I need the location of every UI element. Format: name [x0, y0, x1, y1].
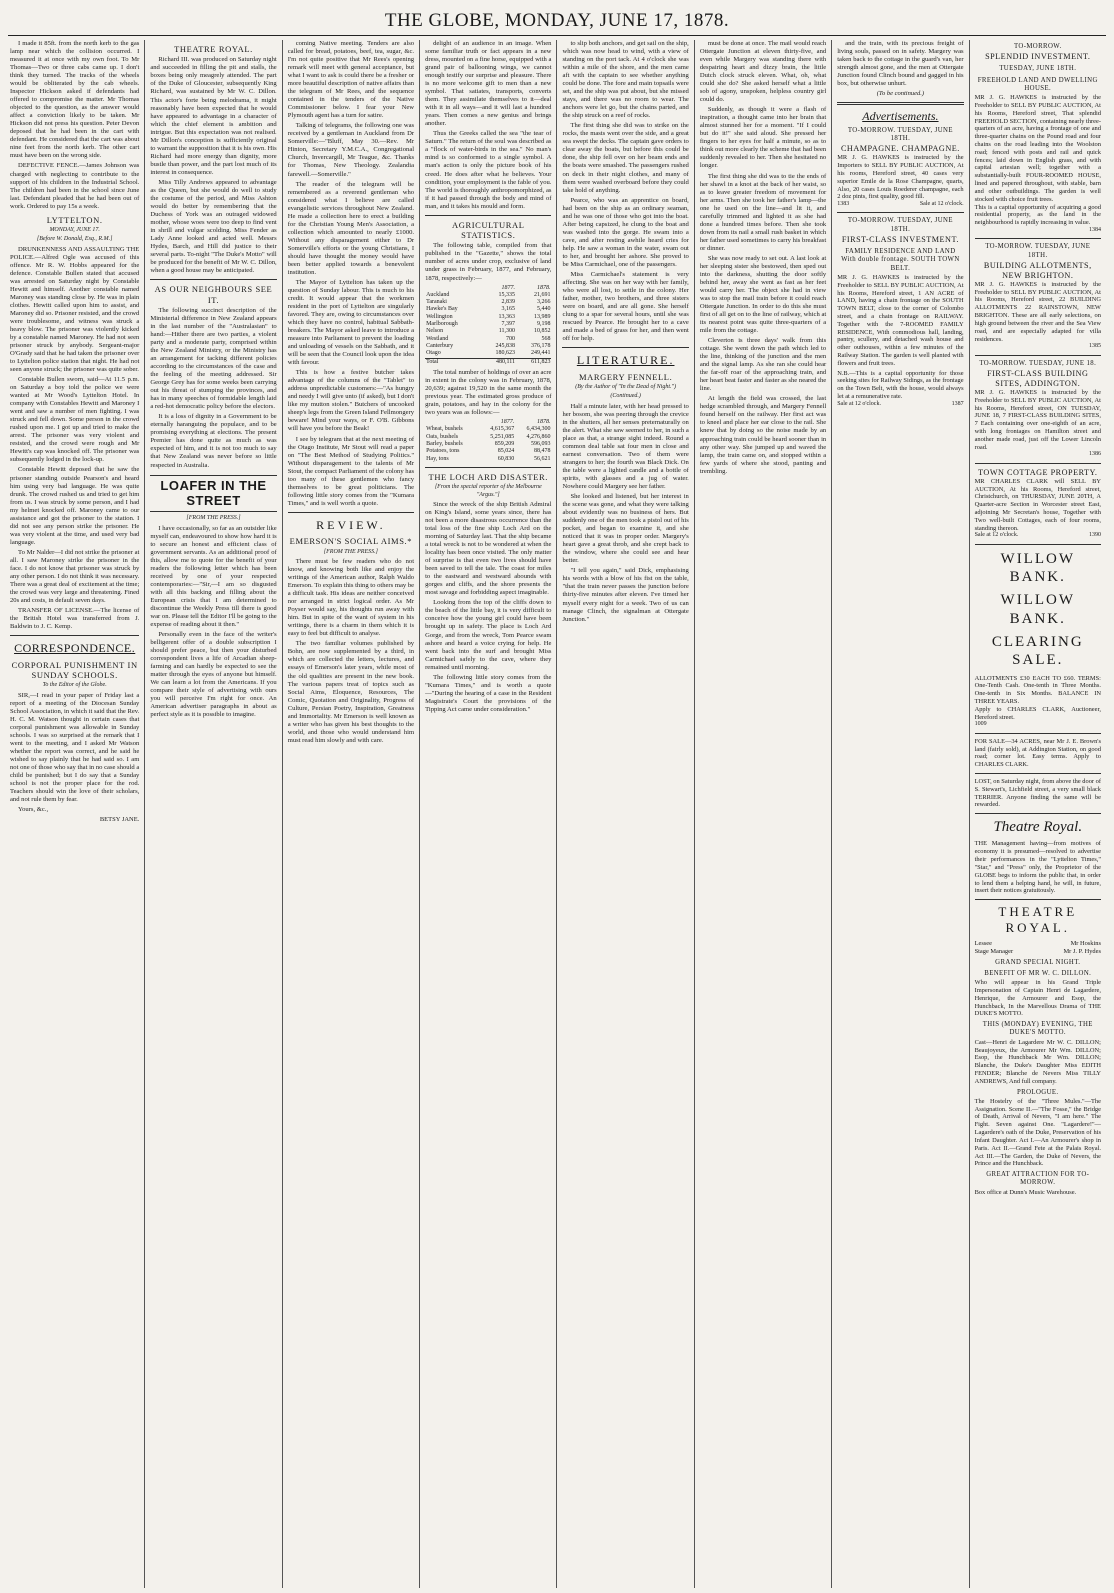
- table-row: [425, 314, 551, 321]
- divider: [837, 212, 963, 213]
- divider: [10, 635, 139, 636]
- table-cell: 859,209: [494, 441, 515, 448]
- paragraph: The first thing she did was to tie the ends of her shawl in a knot at the back of her waist, so as to leave greater freedom of movement for her arms. Then she took her father's lamp—the one he used on the line—and lit it, and carefully trimmed and lighted it as she had done a hundred times before. Then she took down from its nail a small rush basket in which her father used sometimes to carry his breakfast or dinner.: [699, 172, 827, 252]
- ad-note: This is a capital opportunity of acquiring a good residential property, as the land in the neighbourhood is rapidly increasing in value.: [974, 203, 1101, 227]
- produce-table: [425, 419, 551, 463]
- table-row: [425, 306, 551, 313]
- column-8: [969, 40, 1106, 1588]
- table-cell: Hawke's Bay: [426, 306, 458, 313]
- table-cell: 596,093: [530, 441, 551, 448]
- ad-subtitle: FREEHOLD LAND AND DWELLING HOUSE.: [977, 76, 1098, 92]
- table-cell: Otago: [426, 350, 441, 357]
- table-total-row: [425, 358, 551, 366]
- paragraph: coming Native meeting. Tenders are also called for bread, potatoes, beef, tea, sugar, &c. I'm not quite positive that Mr Rees's opening remark will meet with general acceptance, but what I want to ask is could there be a fresher or more beautiful description of native affairs than the telegram of Mr Rees, and the sequence contained in the tenders of the Native Commissioner below. I fear your New Plymouth agent has a turn for satire.: [287, 40, 415, 120]
- paragraph: I see by telegram that at the next meeting of the Otago Institute, Mr Stout will read a paper on "The Best Method of Studying Politics." Without disparagement to the talents of Mr Stout, the compact Parliament of the colony has too many of these gentlemen who fancy themselves to be great politicians. The following little story comes from the "Kumara Times," and is well worth a quote.: [287, 435, 415, 507]
- divider: [975, 238, 1101, 239]
- paragraph: Yours, &c.,: [18, 806, 49, 814]
- willow-bank-heading: WILLOW BANK.: [1000, 592, 1075, 627]
- divider: [562, 347, 688, 348]
- ad-number: 1386: [1088, 451, 1101, 458]
- paragraph: Since the wreck of the ship British Admiral on King's Island, some years since, there has not been a more disastrous occurrence than the total loss of the fine ship Loch Ard on the morning of Saturday last. That the ship became a total wreck is not to be wondered at when the locality has been once visited. The only matter of surprise is that even two lives should have been saved to tell the tale. The coast for miles to the eastward and westward abounds with gorges and cliffs, and the shore presents the most savage and forbidding aspect imaginable.: [425, 501, 552, 597]
- paragraph: Personally even in the face of the writer's belligerent offer of a double subscription I should prefer peace, but then your disturbed correspondent lives a life of Arcadian sheep-farming and can hardly be expected to see the matter through the eyes of anyone but himself. We can learn a lot from the Americans. If you compare their style of advertising with ours you will perceive I'm right for once. An American advertiser paragraphs in about as perfect style as it is possible to imagine.: [150, 630, 277, 719]
- paragraph: The following succinct description of the Ministerial difference in New Zealand appears in the last number of the "Australasian" to hand:—Hither there are two parties, a violent party and a moderate party, comprised within the New Zealand Ministry, or the Ministry has an arrangement for tacking different policies according to the circumstances of the case and the feeling of the meeting addressed. Sir George Grey has for some weeks been carrying out his threat of stumping the provinces, and has in many speeches of formidable length laid a red-hot democratic policy before the electors.: [150, 306, 277, 411]
- ad-footer: [837, 401, 963, 408]
- lessee-label: Lessee: [974, 939, 992, 947]
- ad-body: MR CHARLES CLARK will SELL BY AUCTION, At his Rooms, Hereford street, Christchurch, on THURSDAY, JUNE 20TH, A Quarter-acre Section in Worcester street East, adjoining Mr Secretan's house, Together with Two well-built Cottages, each of four rooms, standing thereon.: [974, 477, 1101, 532]
- section-heading: CORRESPONDENCE.: [14, 641, 136, 656]
- table-cell: 180,623: [495, 350, 515, 357]
- table-cell: Marlborough: [426, 321, 458, 328]
- advertisement: [837, 127, 963, 209]
- advertisement: [975, 360, 1101, 459]
- table-cell: 11,300: [498, 328, 515, 335]
- ad-title: FIRST-CLASS BUILDING SITES, ADDINGTON.: [987, 368, 1089, 388]
- table-cell: Auckland: [426, 291, 450, 298]
- column-6: [694, 40, 831, 1588]
- divider: [975, 463, 1101, 464]
- continued-note: (To be continued.): [876, 90, 925, 98]
- table-cell: Barley, bushels: [426, 441, 463, 448]
- table-cell: Nelson: [426, 328, 444, 335]
- table-cell: 3,266: [536, 299, 551, 306]
- loafer-heading: LOAFER IN THE STREET: [150, 475, 276, 513]
- paragraph: TRANSFER OF LICENSE.—The license of the British Hotel was transferred from J. Baldwin to J. C. Kemp.: [10, 607, 140, 631]
- table-cell: 56,621: [533, 455, 551, 462]
- table-header: 1877.: [501, 284, 515, 291]
- paragraph: DRUNKENNESS AND ASSAULTING THE POLICE.—Alfred Ogle was accused of this offence. Mr R. W. Hobbs appeared for the defence. Constable Bullen stated that accused was arrested on Saturday night by Constable Hewitt and himself. Another constable named Maroney was standing close by. He was in plain clothes. Hewitt called upon him to assist, and Maroney did so. Prisoner resisted, and the crowd were troublesome, and witness was struck a heavy blow. The prisoner was violently kicked by a constable named Maroney. He had not seen prisoner struck by anybody. Sergeant-major O'Grady said that he had taken the prisoner over to Lyttelton police station that night. He had not seen anyone struck; the prisoner was quite sober.: [10, 245, 140, 374]
- table-cell: 13,989: [533, 313, 551, 320]
- ad-number: 1384: [1088, 226, 1101, 233]
- paragraph: DEFECTIVE FENCE.—James Johnson was charged with neglecting to contribute to the support of his children in the Industrial School. The children had been in the school since June last. Defendant pleaded that he had been out of work. Ordered to pay 15s a week.: [10, 162, 140, 210]
- table-row: [425, 336, 551, 343]
- advertisements-heading: Advertisements.: [862, 109, 939, 124]
- ad-subtitle: THIS (MONDAY) EVENING, THE DUKE'S MOTTO.: [982, 1021, 1093, 1037]
- table-row: [425, 434, 551, 441]
- ad-subtitle: PROLOGUE.: [1016, 1088, 1059, 1096]
- section-heading: REVIEW.: [316, 517, 386, 532]
- divider: [975, 733, 1101, 734]
- ad-subtitle: GREAT ATTRACTION FOR TO-MORROW.: [986, 1171, 1090, 1187]
- ad-body: The Hostelry of the "Three Mules."—The Assignation. Scene II.—"The Fosse," the Bridge of Death, Arrival of Nevers, "I am here." The Fight. Seven against One. "Lagardere!"—Lagardere's oath of the Duke, Preservation of his Infant Daughter. Act I.—An Armourer's shop in Paris. Act II.—Grand Fete at the Palais Royal. Act III.—The Garden, the Duke of Nevers, the Prince and the Hunchback.: [974, 1097, 1101, 1168]
- divider: [425, 215, 551, 216]
- manager-row: [975, 948, 1101, 956]
- paragraph: The following table, compiled from that published in the "Gazette," shows the total number of acres under crop, exclusive of land under grass in February, 1877, and February, 1878, respectively:—: [425, 242, 552, 282]
- divider: [837, 102, 963, 105]
- table-cell: 6,434,300: [526, 426, 551, 433]
- table-cell: Taranaki: [426, 299, 447, 306]
- table-cell: 5,251,085: [490, 433, 515, 440]
- table-cell: 15,335: [498, 291, 515, 298]
- section-heading: AGRICULTURAL STATISTICS.: [452, 219, 525, 241]
- table-row: [425, 448, 551, 455]
- advertisement: [975, 43, 1101, 234]
- table-cell: 3,165: [501, 306, 515, 313]
- column-4: [419, 40, 556, 1588]
- paragraph: The total number of holdings of over an acre in extent in the colony was in February, 1878, 20,639; against 19,520 in the same month the previous year. The estimated gross produce of grain, potatoes, and hay in the colony for the two years was as follows:—: [425, 368, 552, 417]
- advertisement: [975, 840, 1101, 895]
- advertisement: [975, 738, 1101, 769]
- story-title: MARGERY FENNELL.: [578, 371, 673, 382]
- ad-title: GRAND SPECIAL NIGHT.: [995, 958, 1081, 966]
- table-cell: 60,830: [497, 455, 515, 462]
- paragraph: She looked and listened, but her interest in the scene was gone, and what they were talking about evidently was no business of hers. But suddenly one of the men took a pistol out of his pocket, and began to examine it, and she noticed that it was in proper order. Margery's heart gave a great throb, and she crept back to the window, where she could see and hear better.: [562, 493, 689, 565]
- paragraph: Half a minute later, with her head pressed to her bosom, she was peering through the crevice in the shutters, all her senses preternaturally on the alert. What she saw seemed to her, in such a place as that, a strange sight indeed. Round a common deal table sat four men in close and earnest conversation. Two of them were strangers to her; the fourth was Black Dick. On the table were a lighted candle and a bottle of spirits, with glasses and a jug of water. Nowhere could Margery see her father.: [562, 402, 689, 491]
- paragraph: to slip both anchors, and get sail on the ship, which was now head to wind, with a view of standing on the port tack. At 4 o'clock she was within a mile of the shore, and the men came aft with the captain to see whether anything could be done. The fore and main topsails were set, and the ship was put about, but she missed stays, and there was no room to wear. The anchors were let go, but the chains parted, and the ship struck on a reef of rocks.: [562, 40, 689, 120]
- advertisement: [975, 959, 1101, 1197]
- paragraph: She was now ready to set out. A last look at her sleeping sister she bestowed, then sped out into the darkness, shutting the door softly behind her, away she went as fast as her feet would carry her. The object she had in view was to stop the mail train before it could reach Ottergate Junction. In order to do this she must first of all get on to the line of railway, which at its nearest point was quite three-quarters of a mile from the cottage.: [699, 254, 827, 335]
- paragraph: Suddenly, as though it were a flash of inspiration, a thought came into her brain that almost stunned her for a moment. "If I could but do it!" she said aloud. She pressed her fingers to her eyes for half a minute, so as to think out more clearly the scheme that had been suddenly revealed to her. Then she hesitated no longer.: [699, 106, 827, 170]
- divider: [975, 773, 1101, 774]
- divider: [150, 279, 276, 280]
- column-5: [556, 40, 693, 1588]
- ad-title: FIRST-CLASS INVESTMENT.: [841, 235, 959, 245]
- paragraph: Talking of telegrams, the following one was received by a gentleman in Auckland from Dr Somerville:—"Bluff, May 30.—Rev. Mr Hinton, Secretary Y.M.C.A., Congregational Church, Invercargill, Mr Teague, &c. Thanks for Thomas, New Theology. Zealandia farewell.—Somerville.": [287, 122, 415, 178]
- table-header: 1877.: [500, 419, 515, 426]
- table-cell: Wellington: [426, 313, 453, 320]
- table-row: [425, 299, 551, 306]
- table-cell: Wheat, bushels: [426, 426, 463, 433]
- advertisement: [837, 217, 963, 408]
- ad-contact: Apply to CHARLES CLARK, Auctioneer, Hereford street.: [974, 705, 1101, 721]
- table-cell: 611,823: [516, 358, 551, 366]
- advertisement: [975, 675, 1101, 729]
- bench-note: [Before W. Donald, Esq., R.M.]: [36, 236, 113, 243]
- newspaper-title: THE GLOBE, MONDAY, JUNE 17, 1878.: [384, 9, 730, 31]
- ad-date: TO-MORROW. TUESDAY, JUNE 18TH.: [985, 243, 1091, 259]
- letter-to: To the Editor of the Globe.: [42, 682, 107, 689]
- lessee-name: Mr Hoskins: [1070, 939, 1101, 947]
- table-header: [425, 285, 480, 292]
- paragraph: The reader of the telegram will be remembered as a reverend gentleman who considered what I believe are called evangelistic services throughout New Zealand. He made a collection here to erect a building for the Christian Young Men's Association, a collection which amounted to nearly £1000. Without any disparagement either to Dr Somerville's efforts or the young Christians, I should have thought the money would have been better applied towards a benevolent institution.: [287, 180, 415, 276]
- paragraph: The following little story comes from the "Kumara Times," and is worth a quote—"During the hearing of a case in the Resident Magistrate's Court the provisions of the Tipping Act came under consideration.": [425, 673, 552, 713]
- lessee-row: [975, 940, 1101, 948]
- table-cell: Total: [425, 358, 480, 366]
- ad-sale-time: Sale at 12 o'clock.: [974, 532, 1019, 539]
- divider: [975, 813, 1101, 814]
- table-row: [425, 441, 551, 448]
- willow-bank-heading: WILLOW BANK.: [1000, 550, 1075, 586]
- paragraph: Richard III. was produced on Saturday night and succeeded in filling the pit and stalls, the boxes being only meagrely attended. The part of the Duke of Gloucester, subsequently King Richard, was sustained by Mr W. C. Dillon. This actor's forte being melodrama, it might reasonably have been expected that he would have appeared to advantage in a character of which the chief element is ambition and intrigue. But this expectation was not realised. Mr Dillon's conception is sufficiently original to warrant the supposition that it is his own. His Richard had more energy than dignity, more bustle than power, and the part lost much of its interest in consequence.: [150, 56, 277, 176]
- ad-body: FOR SALE—34 ACRES, near Mr J. E. Brown's land (fairly sold), at Addington Station, on good road; corner lot. Easy terms. Apply to CHARLES CLARK.: [974, 737, 1101, 769]
- table-row: [425, 321, 551, 328]
- table-header: 1878.: [536, 419, 551, 426]
- paragraph: must be done at once. The mail would reach Ottergate Junction at eleven thirty-five, and even while Margery was standing there with despairing heart and dizzy brain, the little Dutch clock struck eleven. What, oh, what could she do? She asked herself what a little sob of agony, unspoken, helpless country girl could do.: [699, 40, 827, 104]
- table-cell: 7,397: [501, 321, 515, 328]
- ad-body: THE Management having—from motives of economy it is presumed—resolved to advertise their performances in the "Lyttelton Times," "Star," and "Press" only, the Proprietor of the GLOBE begs to inform the public that, in order to lend them a helping hand, he will, in future, insert their notices gratuitously.: [974, 840, 1101, 895]
- ad-title: CHAMPAGNE. CHAMPAGNE.: [840, 144, 960, 154]
- ad-number: 1383: [837, 201, 850, 208]
- ad-body: MR J. G. HAWKES is instructed by the Freeholder to SELL BY PUBLIC AUCTION, At his Rooms, Hereford street, ON TUESDAY, JUNE 18, 7 FIRST-CLASS BUILDING SITES, 7 Each containing over one-eighth of an acre, with long frontages on Hamilton street and another made road, just off the Lower Lincoln road.: [974, 388, 1101, 451]
- ad-title: SPLENDID INVESTMENT.: [985, 52, 1091, 62]
- ad-body: MR J. G. HAWKES is instructed by the Freeholder to SELL BY PUBLIC AUCTION, At his Rooms, Hereford street, 22 BUILDING ALLOTMENTS 22 RAINSTOWN, NEW BRIGHTON. These are all early selections, on high ground between the river and the Sea View road, and are especially adapted for villa residences.: [974, 280, 1101, 343]
- section-heading: THEATRE ROYAL.: [174, 44, 253, 54]
- paragraph: Cleverton is three days' walk from this cottage. She went down the path which led to the line, thinking of the junction and the men and the signal lamp. As she ran she could hear the far-off roar of the approaching train, and her heart beat faster and faster as she neared the line.: [699, 337, 827, 393]
- paragraph: To Mr Nalder—I did not strike the prisoner at all. I saw Maroney strike the prisoner in the face. I do not know that prisoner was struck by any other person. I do not think it was necessary. There was a great deal of excitement at the time; the crowd was very large and threatening. Fined 20s and costs, in default seven days.: [10, 548, 140, 604]
- table-row: [425, 343, 551, 350]
- divider: [975, 355, 1101, 356]
- table-cell: 568: [541, 335, 551, 342]
- table-cell: 700: [506, 335, 515, 342]
- paragraph: I have occasionally, so far as an outsider like myself can, endeavoured to show how hard it is to secure an honest and efficient class of government servants. As an additional proof of this, allow me to quote for the benefit of your readers the following letter which has been received by one of your respected contemporaries:—"Sir,—I am so disgusted with all this backing and filling about the European crisis that I am determined to discontinue the Weekly Press till there is good war on. Please tell the Editor I'll be going to the expense of reading about it then.": [150, 524, 277, 628]
- columns: [8, 40, 1106, 1588]
- paragraph: delight of an audience in an image. When some familiar truth or fact appears in a new dress, mounted on a fine horse, equipped with a grand pair of ballooning wings, we cannot enough testify our surprise and pleasure. There is no more welcome gift to men than a new symbol. That satiates, transports, converts them. They assimilate themselves to it—deal with it in all ways—and it will last a hundred years. Then comes a new genius and brings another.: [425, 40, 552, 128]
- section-heading: AS OUR NEIGHBOURS SEE IT.: [154, 284, 273, 305]
- ad-number: 1387: [951, 400, 964, 407]
- ad-title: BUILDING ALLOTMENTS, NEW BRIGHTON.: [983, 260, 1092, 280]
- section-heading: THE LOCH ARD DISASTER.: [428, 472, 548, 483]
- table-cell: Hay, tons: [426, 455, 449, 462]
- ad-body: MR J. G. HAWKES is instructed by the Importers to SELL BY PUBLIC AUCTION, At his rooms, Hereford street, 40 cases very superior Emile de la Rose Champagne, quarts, Also, 20 cases Louis Roederer champagne, each 2 doz pints, first quality, good fill.: [837, 154, 964, 201]
- table-row: [425, 292, 551, 299]
- manager-name: Mr J. P. Hydes: [1063, 947, 1101, 955]
- masthead: [8, 6, 1106, 36]
- table-row: [425, 350, 551, 358]
- review-title: EMERSON'S SOCIAL AIMS.*: [289, 536, 413, 547]
- divider: [975, 544, 1101, 545]
- column-7: [831, 40, 968, 1588]
- ad-day: TUESDAY, JUNE 18TH.: [999, 65, 1077, 73]
- advertisement: [975, 778, 1101, 809]
- ad-body: Box office at Dunn's Music Warehouse.: [974, 1188, 1077, 1196]
- letter-title: CORPORAL PUNISHMENT IN SUNDAY SCHOOLS.: [11, 659, 138, 681]
- table-header-row: [425, 285, 551, 292]
- table-cell: Oats, bushels: [426, 433, 459, 440]
- divider: [425, 467, 551, 468]
- table-cell: 88,478: [533, 448, 551, 455]
- table-cell: 376,178: [530, 343, 551, 350]
- table-cell: 245,838: [495, 343, 515, 350]
- paragraph: The two familiar volumes published by Bohn, are now supplemented by a third, in which are collected the letters, lectures, and essays of Emerson's later years, while most of the old qualities are present in the new book. The various papers treat of topics such as Social Aims, Eloquence, Resources, The Comic, Quotation and Originality, Progress of Culture, Persian Poetry, Inspiration, Greatness and Immortality. Mr Emerson is well known as a writer who has given his best thoughts to the world, and those who would understand him must read him slowly and with care.: [287, 640, 415, 744]
- table-cell: Westland: [426, 335, 449, 342]
- paragraph: The first thing she did was to strike on the rocks, the masts went over the side, and a great sea swept the decks. The captain gave orders to clear away the boats, but before this could be done, the ship fell over on her beam ends and the boats were smashed. The passengers rushed on deck in their night clothes, and many of them were washed overboard before they could take hold of anything.: [562, 122, 689, 194]
- section-heading: LYTTELTON.: [46, 214, 103, 225]
- table-cell: 5,440: [536, 306, 551, 313]
- divider: [975, 899, 1101, 900]
- table-row: [425, 426, 551, 433]
- paragraph: Constable Bullen sworn, said—At 11.5 p.m. on Saturday a boy told the police we were wanted at Mr Wood's Lyttelton Hotel. In company with Constables Hewitt and Maroney I went and saw a number of men fighting. I was struck and fell down. Some person in the crowd rushed upon me. I got up and tried to make the arrest. The prisoner was very violent and resisted, and the crowd were rough and Mr Hewitt's cap was knocked off. The prisoner was subsequently lodged in the lock-up.: [10, 376, 140, 464]
- paragraph: "I tell you again," said Dick, emphasising his words with a blow of his fist on the table, "that the train never passes the junction before thirty-five minutes after eleven. I've timed her myself every night for a week. Two of us can manage Clinch, the signalman at Ottergate Junction.": [562, 567, 689, 623]
- ad-body: LOST, on Saturday night, from above the door of S. Stewart's, Lichfield street, a very small black TERRIER. Anyone finding the same will be rewarded.: [974, 777, 1101, 809]
- ad-number: 1390: [1088, 532, 1101, 539]
- column-1: [8, 40, 144, 1588]
- table-header-row: [425, 419, 551, 426]
- divider: [288, 512, 414, 513]
- table-cell: 480,111: [481, 358, 516, 366]
- paragraph: Constable Hewitt deposed that he saw the prisoner standing outside Pearson's and heard him using very bad language. He was quite drunk. The crowd rushed us and tried to get him from us. I was struck by some person, and I had my helmet knocked off. Maroney came to our assistance and got the prisoner to the station. I did not see any person strike the prisoner. He was very violent at the time, and used very bad language.: [10, 466, 140, 546]
- source-note: [From the special reporter of the Melbourne "Argus."]: [434, 484, 542, 498]
- table-body: [425, 426, 551, 463]
- ad-date: TO-MORROW. TUESDAY, JUNE 18.: [979, 359, 1097, 367]
- ad-sale-time: Sale at 12 o'clock.: [837, 400, 881, 407]
- source-note: [FROM THE PRESS.]: [323, 548, 378, 555]
- paragraph: Looking from the top of the cliffs down to the beach of the little bay, it is very difficult to conceive how the young girl could have been brought up in safety. The place is Loch Ard Gorge, and from the wreck, Tom Pearce swam ashore and heard a voice crying for help. He went back into the surf and brought Miss Carmichael safely to the cave, where they remained until morning.: [425, 599, 552, 671]
- paragraph: and the train, with its precious freight of living souls, passed on in safety. Margery was taken back to the cottage in the guard's van, her strength almost gone, and the men at Ottergate Junction found Clinch bound and gagged in his box, but otherwise unhurt.: [837, 40, 964, 88]
- paragraph: This is how a festive butcher takes advantage of the columns of the "Tablet" to address unpredictable customers:—"As hungry and needy I will give unto (if asked), but I don't like my mutton stolen." Butchers of uncooked sheep's legs from the Green Island Fellmongery beware! Mind your ways, or F. O'B. Gibbons will have you before the Beak!: [287, 369, 415, 433]
- paragraph: Pearce, who was an apprentice on board, had been on the ship as an ordinary seaman, and he was one of those who got into the boat. After being capsized, he clung to the boat and was washed into the gorge. He swam into a cave, and after resting awhile heard cries for help. He saw a woman in the water, swam out to her, and brought her ashore. She proved to be Miss Carmichael, one of the passengers.: [562, 196, 689, 268]
- column-2: [144, 40, 281, 1588]
- advertisement: [975, 243, 1101, 350]
- table-header: [425, 419, 479, 426]
- table-row: [425, 328, 551, 335]
- ad-footer: [975, 532, 1101, 539]
- section-heading: LITERATURE.: [576, 353, 675, 368]
- paragraph: It is a loss of dignity in a Government to be eternally haranguing the populace, and to be promising everything at elections. The present Premier has done quite as much as was expected of him, and it is not too much to say that New Zealand was never before so little respected in Australia.: [150, 413, 277, 469]
- ad-number: 1009: [974, 721, 987, 728]
- table-cell: 21,691: [533, 291, 551, 298]
- ad-note: N.B.—This is a capital opportunity for those seeking sites for Railway Sidings, as the frontage on the Town Belt, with the house, would always let at a remunerative rate.: [837, 369, 964, 401]
- ad-body: MR J. G. HAWKES is instructed by the Freeholder to SELL BY PUBLIC AUCTION, At his Rooms, Hereford street, 1 AN ACRE of LAND, having a chain frontage on the SOUTH TOWN BELT, close to the corner of Colombo street, and a chain frontage on RAILWAY. Together with the 7-ROOMED FAMILY RESIDENCE, With commodious hall, landing, pantry, scullery, and detached wash house and other outhouses, within a few minutes of the Railway Station. The garden is well planted with flowers and fruit trees.: [837, 273, 964, 367]
- column-3: [282, 40, 419, 1588]
- byline: (By the Author of "In the Dead of Night."): [575, 384, 677, 391]
- ad-subtitle: FAMILY RESIDENCE AND LAND With double frontage. SOUTH TOWN BELT.: [841, 248, 960, 272]
- paragraph: At length the field was crossed, the last hedge scrambled through, and Margery Fennell found herself on the railway. Her first act was to kneel and place her ear close to the rail. She knew that by doing so the noise made by an approaching train could be heard sooner than in any other way. She jumped up and waved the lamp, the train came on, and stopped within a few yards of where she stood, panting and trembling.: [699, 395, 827, 475]
- ad-body: MR J. G. HAWKES is instructed by the Freeholder to SELL BY PUBLIC AUCTION, At his Rooms, Hereford street, That splendid FREEHOLD SECTION, containing nearly three-quarters of an acre, having a frontage of one and three-quarter chains on the Pound road and four chains on the road leading into the Woolston road; fenced with posts and rail and quick fences; laid down in English grass, and with capital artesian well; together with a substantially-built FOUR-ROOMED HOUSE, lined and papered throughout, with stable, barn and other outbuildings. The garden is well stocked with choice fruit trees.: [974, 94, 1101, 203]
- ad-body: ALLOTMENTS £30 EACH TO £60. TERMS: One-Tenth Cash. One-tenth in Three Months. One-tenth in Six Months. BALANCE IN THREE YEARS.: [974, 674, 1101, 705]
- table-cell: 9,198: [536, 321, 551, 328]
- table-cell: 249,441: [530, 350, 551, 357]
- dateline: MONDAY, JUNE 17.: [49, 227, 100, 234]
- signature: BETSY JANE.: [99, 816, 140, 824]
- source-note: [FROM THE PRESS.]: [186, 515, 241, 522]
- table-row: [425, 456, 551, 463]
- paragraph: Miss Carmichael's statement is very affecting. She was on her way with her family, who were all lost, to settle in the colony. Her father, mother, two brothers, and three sisters were on board, and are all gone. She herself clung to a spar for several hours, until she was rescued by Pearce. He brought her to a cave and made a bed of grass for her, and then went off for help.: [562, 270, 689, 343]
- paragraph: SIR,—I read in your paper of Friday last a report of a meeting of the Diocesan Sunday School Association, in which it said that the Rev. H. C. M. Watson thought in certain cases that corporal punishment was allowable in Sunday schools. I was so surprised at the remark that I went to the meeting, and I asked Mr Watson whether the report was correct, and he said he wished to say plainly that he had said so. I am not one of those who say that in no case should a child be punished; but I do say that a Sunday school is not the proper place for the rod. Teachers should win the love of their scholars, and not rule them by fear.: [10, 691, 140, 804]
- ad-body: Cast—Henri de Lagardere Mr W. C. DILLON; Beaujoyeux, the Armourer Mr Wm. DILLON; Esop, the Hunchback Mr Wm. DILLON; Blanche, the Duke's Daughter Miss EDITH FENDER; Blanche de Nevers Miss TILLY ANDREWS, And full company.: [974, 1038, 1101, 1085]
- advertisement: [975, 468, 1101, 540]
- acreage-table: [425, 285, 551, 366]
- continued-note: (Continued.): [610, 393, 641, 400]
- paragraph: The Mayor of Lyttelton has taken up the question of Sunday labour. This is much to his credit. It would appear that the workmen resident in the port of Lyttelton are singularly favored. They are, owing to circumstances over which they have no control, habitual Sabbath-breakers. The Mayor asked leave to introduce a measure into Parliament to prevent the loading and unloading of vessels on the Sabbath, and it will be seen that the Council look upon the idea with favour.: [287, 278, 415, 367]
- table-body: [425, 292, 551, 366]
- ad-subtitle: BENEFIT OF MR W. C. DILLON.: [984, 969, 1092, 977]
- ad-body: Who will appear in his Grand Triple Impersonation of Captain Henri de Lagardere, Henrique, the Armourer and Esop, the Hunchback, In the Marvellous Drama of THE DUKE'S MOTTO.: [974, 979, 1101, 1018]
- table-cell: Canterbury: [426, 343, 454, 350]
- clearing-sale-heading: CLEARING SALE.: [991, 633, 1084, 669]
- ad-footer: [837, 201, 963, 208]
- table-cell: 85,024: [497, 448, 515, 455]
- paragraph: There must be few readers who do not know, and knowing both like and enjoy the writings of the American author, Ralph Waldo Emerson. To explain this thing to others may be a difficult task. His ideas are neither conceived nor arranged in strict logical order. As Mr Poyser would say, his thoughts run away with him. But in spite of the want of system in his writings, there is a charm in them which it is easy to feel but difficult to analyse.: [287, 558, 415, 638]
- paragraph: I made it 85ft. from the north kerb to the gas lamp near which the collision occurred. I measured it at once with my own foot. To Mr Thomas—Two or three cabs came up. I don't think they turned. The tracks of the wheels would be obliterated by the cab wheels. Inspector Hickson asked if defendants had offered to compromise the matter. Mr Thomas objected to the question, as the answer would affect a conviction likely to be taken. Mr Hickson did not press his question. Peter Devon deposed that he had been in the cart with defendant. He considered that the cart was about nine feet from the north kerb. The other cart must have been on the wrong side.: [10, 40, 140, 160]
- paragraph: Miss Tilly Andrews appeared to advantage as the Queen, but she would do well to study the costume of the period, and Miss Ashton would do better by remembering that the Duchess of York was an outraged widowed mother, whose woes were too deep to find vent in shrill and vulgar scolding. Miss Fender as Lady Anne looked and acted well. Messrs Hydes, Barch, and Hill did justice to their several parts. To-night "The Duke's Motto" will be produced for the benefit of Mr W. C. Dillon, when a good house may be anticipated.: [150, 178, 277, 275]
- theatre-heading: Theatre Royal.: [993, 819, 1083, 836]
- table-cell: 2,839: [501, 299, 515, 306]
- ad-date: TO-MORROW. TUESDAY, JUNE 18TH.: [847, 217, 953, 233]
- table-cell: 10,852: [533, 328, 551, 335]
- table-header: 1878.: [536, 284, 551, 291]
- ad-number: 1385: [1088, 343, 1101, 350]
- ad-sale-time: Sale at 12 o'clock.: [919, 201, 964, 208]
- table-cell: 4,276,860: [526, 433, 551, 440]
- ad-title: TOWN COTTAGE PROPERTY.: [978, 467, 1098, 477]
- ad-date: TO-MORROW. TUESDAY, JUNE 18TH.: [847, 126, 953, 143]
- table-cell: 4,615,367: [490, 426, 515, 433]
- table-cell: 13,363: [498, 313, 515, 320]
- theatre-royal-heading: THEATRE ROYAL.: [998, 904, 1078, 936]
- ad-date: TO-MORROW.: [1013, 43, 1062, 50]
- manager-label: Stage Manager: [974, 947, 1014, 955]
- table-cell: Potatoes, tons: [426, 448, 460, 455]
- paragraph: Thus the Greeks called the sea "the tear of Saturn." The return of the soul was described as a "flock of water-birds in the sea." No man's mind is so conformed to a single symbol. A man's action is only the picture book of his creed. He does after what he believes. Your condition, your employment is the fable of you. The world is thoroughly anthropomorphized, as if it had passed through the body and mind of man, and it takes his mould and form.: [425, 130, 552, 210]
